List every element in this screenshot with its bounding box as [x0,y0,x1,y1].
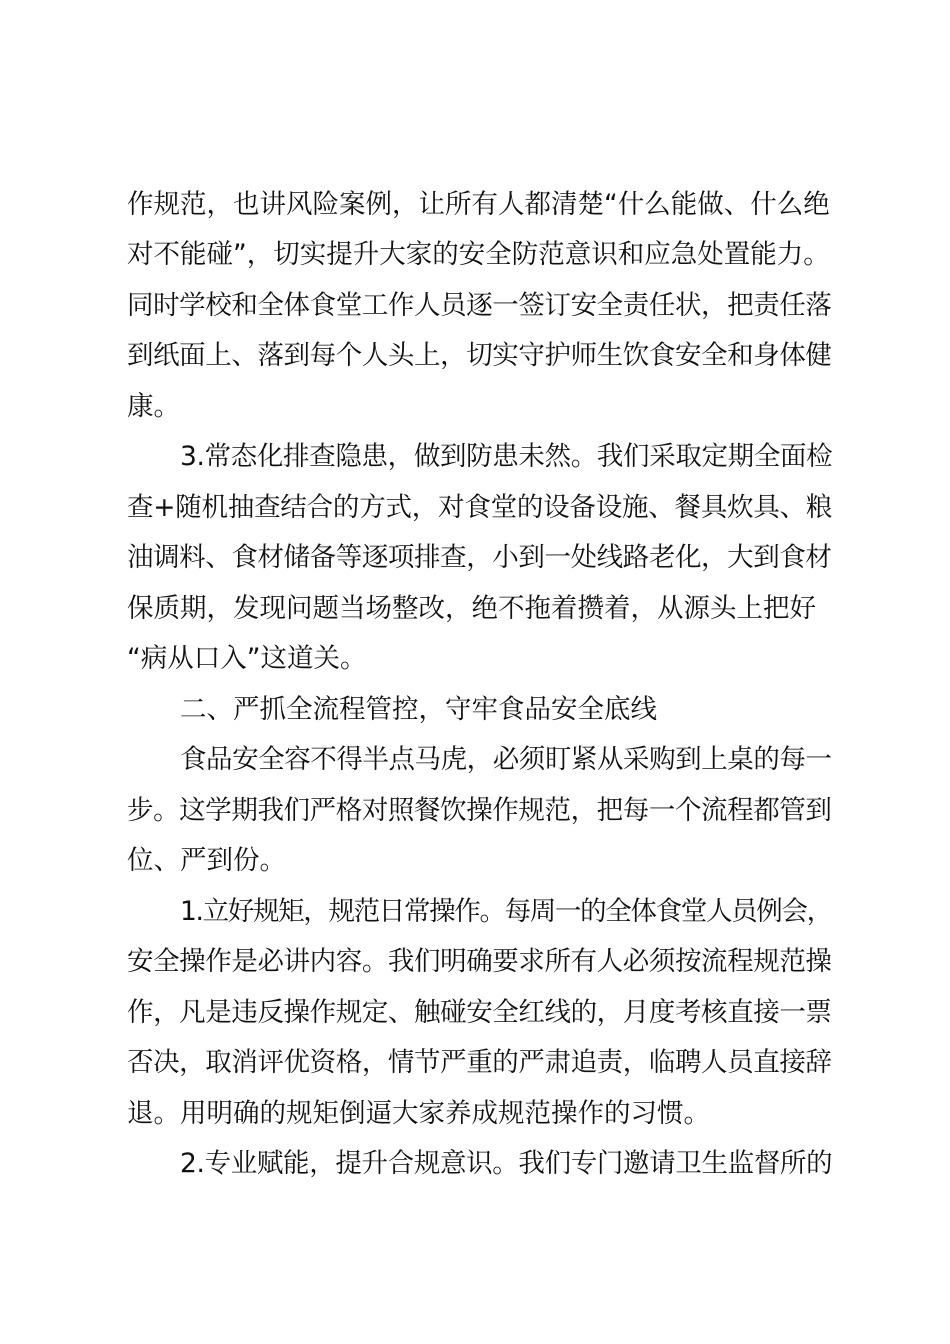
text-line: 1.立好规矩，规范日常操作。每周一的全体食堂人员例会， [180,896,832,927]
text-line: 到纸面上、落到每个人头上，切实守护师生饮食安全和身体健 [127,340,832,371]
text-line: “病从口入”这道关。 [127,643,367,674]
text-line: 保质期，发现问题当场整改，绝不拖着攒着，从源头上把好 [127,593,816,624]
text-line: 同时学校和全体食堂工作人员逐一签订安全责任状，把责任落 [127,290,832,321]
text-line: 康。 [127,391,180,422]
text-line: 查+随机抽查结合的方式，对食堂的设备设施、餐具炊具、粮 [127,492,833,523]
text-line: 作规范，也讲风险案例，让所有人都清楚“什么能做、什么绝 [127,189,830,220]
text-line: 对不能碰”，切实提升大家的安全防范意识和应急处置能力。 [127,239,830,270]
text-line: 2.专业赋能，提升合规意识。我们专门邀请卫生监督所的 [180,1148,833,1179]
text-line: 否决，取消评优资格，情节严重的严肃追责，临聘人员直接辞 [127,1047,832,1078]
text-line: 步。这学期我们严格对照餐饮操作规范，把每一个流程都管到 [127,795,832,826]
text-line: 作，凡是违反操作规定、触碰安全红线的，月度考核直接一票 [127,997,832,1028]
text-line: 3.常态化排查隐患，做到防患未然。我们采取定期全面检 [180,441,833,472]
text-line: 退。用明确的规矩倒逼大家养成规范操作的习惯。 [127,1098,710,1129]
section-heading: 二、严抓全流程管控，守牢食品安全底线 [180,694,657,725]
text-line: 位、严到份。 [127,845,286,876]
text-line: 安全操作是必讲内容。我们明确要求所有人必须按流程规范操 [127,946,832,977]
text-line: 食品安全容不得半点马虎，必须盯紧从采购到上桌的每一 [180,744,832,775]
text-line: 油调料、食材储备等逐项排查，小到一处线路老化，大到食材 [127,542,832,573]
